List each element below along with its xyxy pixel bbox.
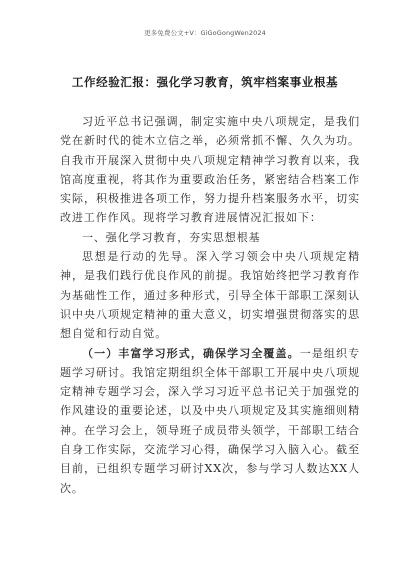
subsection-paragraph xyxy=(60,344,360,498)
subsection-text: 一是组织专题学习研讨。我馆定期组织全体干部职工开展中央八项规定精神专题学习会，深入学习习近平总书记关于加强党的作风建设的重要论述，以及中央八项规定及其实施细则精神。在学习会上，领导班子成员带头领学，干部职工结合自身工作实际，交流学习心得，确保学习入脑入心。截至目前，已组织专题学习研讨XX次，参与学习人数达XX人次。 xyxy=(60,346,360,495)
section-heading: 一、强化学习教育，夯实思想根基 xyxy=(82,230,261,244)
intro-paragraph: 习近平总书记强调，制定实施中央八项规定，是我们党在新时代的徙木立信之举，必须常抓不懈、久久为功。自我市开展深入贯彻中央八项规定精神学习教育以来，我馆高度重视，将其作为重要政治任务，紧密结合档案工作实际，积极推进各项工作，努力提升档案服务水平，切实改进工作作风。现将学习教育进展情况汇报如下： xyxy=(60,115,360,225)
section-paragraph: 思想是行动的先导。深入学习领会中央八项规定精神，是我们践行优良作风的前提。我馆始终把学习教育作为基础性工作，通过多种形式，引导全体干部职工深刻认识中央八项规定精神的重大意义，切实增强贯彻落实的思想自觉和行动自觉。 xyxy=(60,250,360,341)
subsection-lead: （一）丰富学习形式，确保学习全覆盖。 xyxy=(82,346,300,360)
document-title: 工作经验汇报：强化学习教育，筑牢档案事业根基 xyxy=(71,75,339,89)
document-body xyxy=(60,112,360,498)
header-watermark: 更多免费公文+V：GiGoGongWen2024 xyxy=(144,29,266,37)
